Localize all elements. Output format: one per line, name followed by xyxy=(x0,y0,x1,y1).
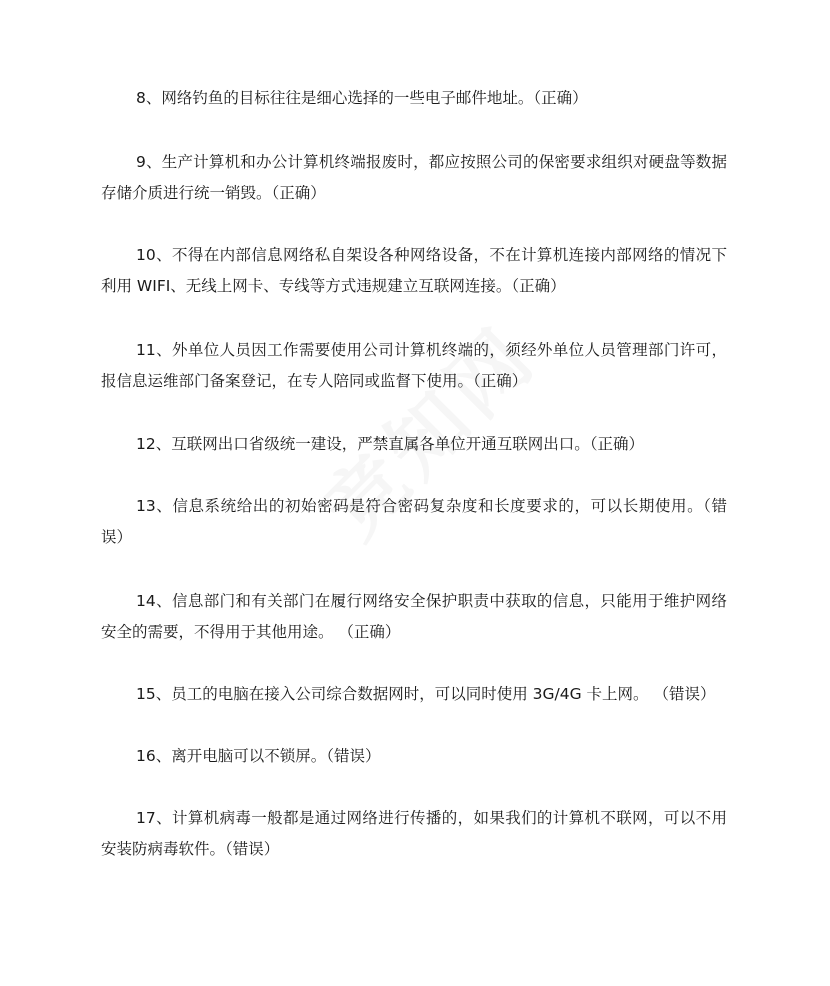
question-item-12: 12、互联网出口省级统一建设，严禁直属各单位开通互联网出口。（正确） xyxy=(136,435,644,453)
question-item-11: 11、外单位人员因工作需要使用公司计算机终端的，须经外单位人员管理部门许可，报信息运维部门备案登记，在专人陪同或监督下使用。（正确） xyxy=(101,341,727,390)
question-item-16: 16、离开电脑可以不锁屏。（错误） xyxy=(136,747,381,765)
question-item-9: 9、生产计算机和办公计算机终端报废时，都应按照公司的保密要求组织对硬盘等数据存储介质进行统一销毁。（正确） xyxy=(101,153,727,202)
question-item-13: 13、信息系统给出的初始密码是符合密码复杂度和长度要求的，可以长期使用。（错误） xyxy=(101,497,727,546)
question-item-17: 17、计算机病毒一般都是通过网络进行传播的，如果我们的计算机不联网，可以不用安装防病毒软件。（错误） xyxy=(101,809,727,858)
question-item-15: 15、员工的电脑在接入公司综合数据网时，可以同时使用 3G/4G 卡上网。 （错误） xyxy=(136,685,716,703)
question-item-10: 10、不得在内部信息网络私自架设各种网络设备，不在计算机连接内部网络的情况下利用 WIFI、无线上网卡、专线等方式违规建立互联网连接。（正确） xyxy=(101,246,727,295)
question-item-8: 8、网络钓鱼的目标往往是细心选择的一些电子邮件地址。（正确） xyxy=(136,89,588,107)
question-item-14: 14、信息部门和有关部门在履行网络安全保护职责中获取的信息，只能用于维护网络安全的需要，不得用于其他用途。 （正确） xyxy=(101,592,727,641)
